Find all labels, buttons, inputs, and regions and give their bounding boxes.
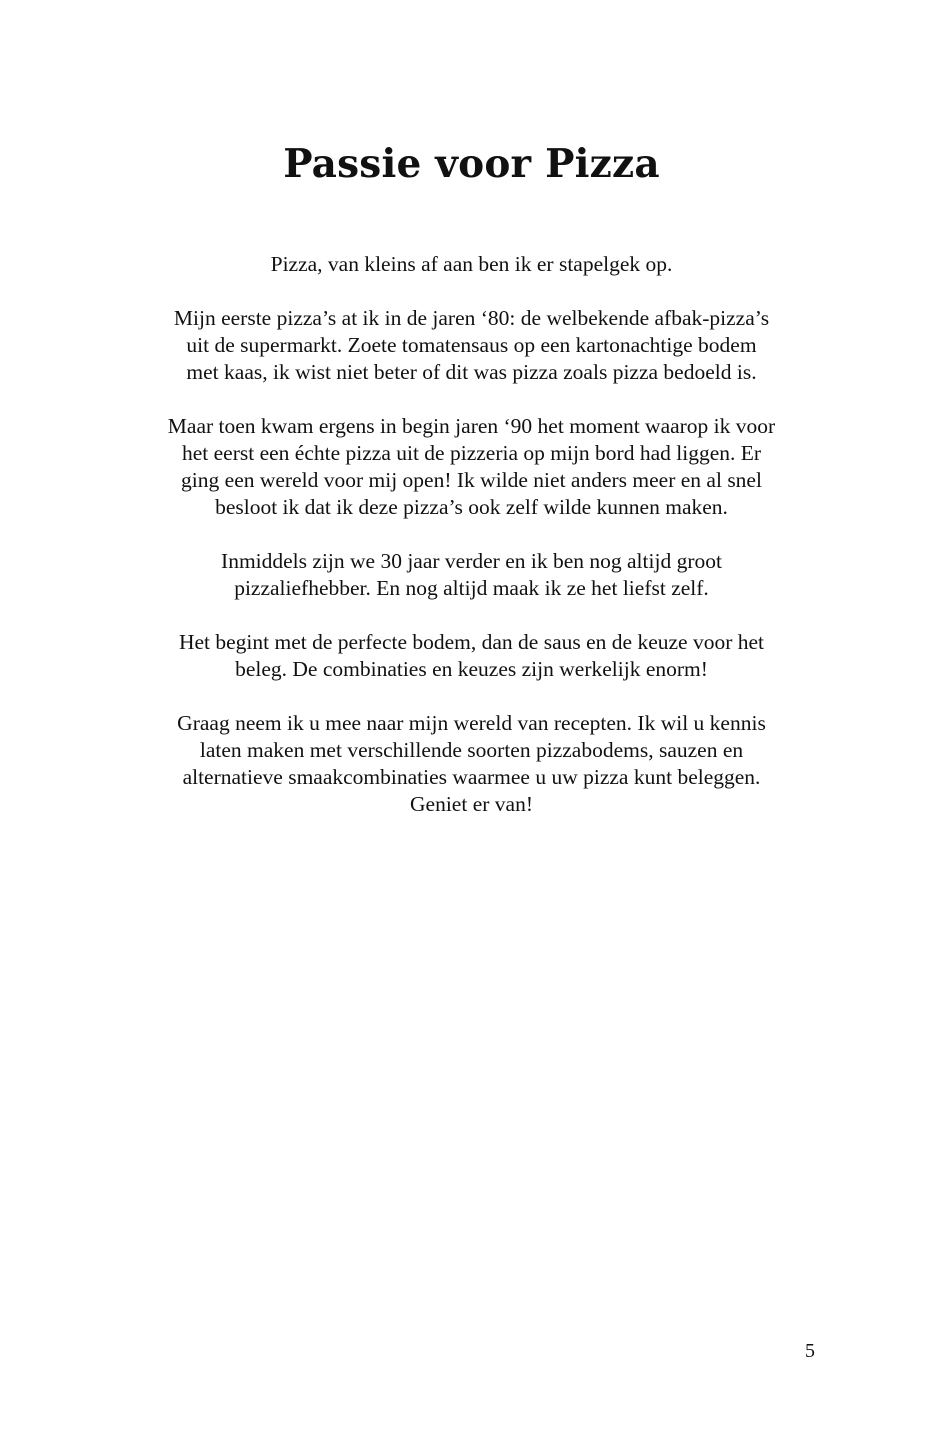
text-line: Graag neem ik u mee naar mijn wereld van recepten. Ik wil u kennis (177, 711, 766, 735)
paragraph-4 (110, 548, 833, 602)
paragraph-5 (110, 629, 833, 683)
paragraph-6 (110, 710, 833, 818)
text-line: met kaas, ik wist niet beter of dit was pizza zoals pizza bedoeld is. (186, 360, 757, 384)
text-line: ging een wereld voor mij open! Ik wilde niet anders meer en al snel (181, 468, 762, 492)
text-line: Pizza, van kleins af aan ben ik er stapelgek op. (270, 252, 673, 276)
paragraph-1 (110, 251, 833, 278)
text-line: besloot ik dat ik deze pizza’s ook zelf wilde kunnen maken. (215, 495, 728, 519)
text-line: Geniet er van! (410, 792, 533, 816)
text-line: het eerst een échte pizza uit de pizzeria op mijn bord had liggen. Er (181, 441, 762, 465)
body-text (110, 251, 833, 845)
paragraph-2 (110, 305, 833, 386)
paragraph-3 (110, 413, 833, 521)
page-title: Passie voor Pizza (283, 141, 660, 187)
text-line: Het begint met de perfecte bodem, dan de saus en de keuze voor het (178, 630, 765, 654)
page-number: 5 (805, 1340, 815, 1362)
text-line: laten maken met verschillende soorten pizzabodems, sauzen en (199, 738, 744, 762)
text-line: alternatieve smaakcombinaties waarmee u uw pizza kunt beleggen. (182, 765, 761, 789)
text-line: beleg. De combinaties en keuzes zijn werkelijk enorm! (235, 657, 708, 681)
text-line: Mijn eerste pizza’s at ik in de jaren ‘80: de welbekende afbak-pizza’s (173, 306, 770, 330)
text-line: Maar toen kwam ergens in begin jaren ‘90 het moment waarop ik voor (167, 414, 776, 438)
text-line: Inmiddels zijn we 30 jaar verder en ik ben nog altijd groot (221, 549, 722, 573)
text-line: uit de supermarkt. Zoete tomatensaus op een kartonachtige bodem (186, 333, 757, 357)
text-line: pizzaliefhebber. En nog altijd maak ik ze het liefst zelf. (234, 576, 709, 600)
